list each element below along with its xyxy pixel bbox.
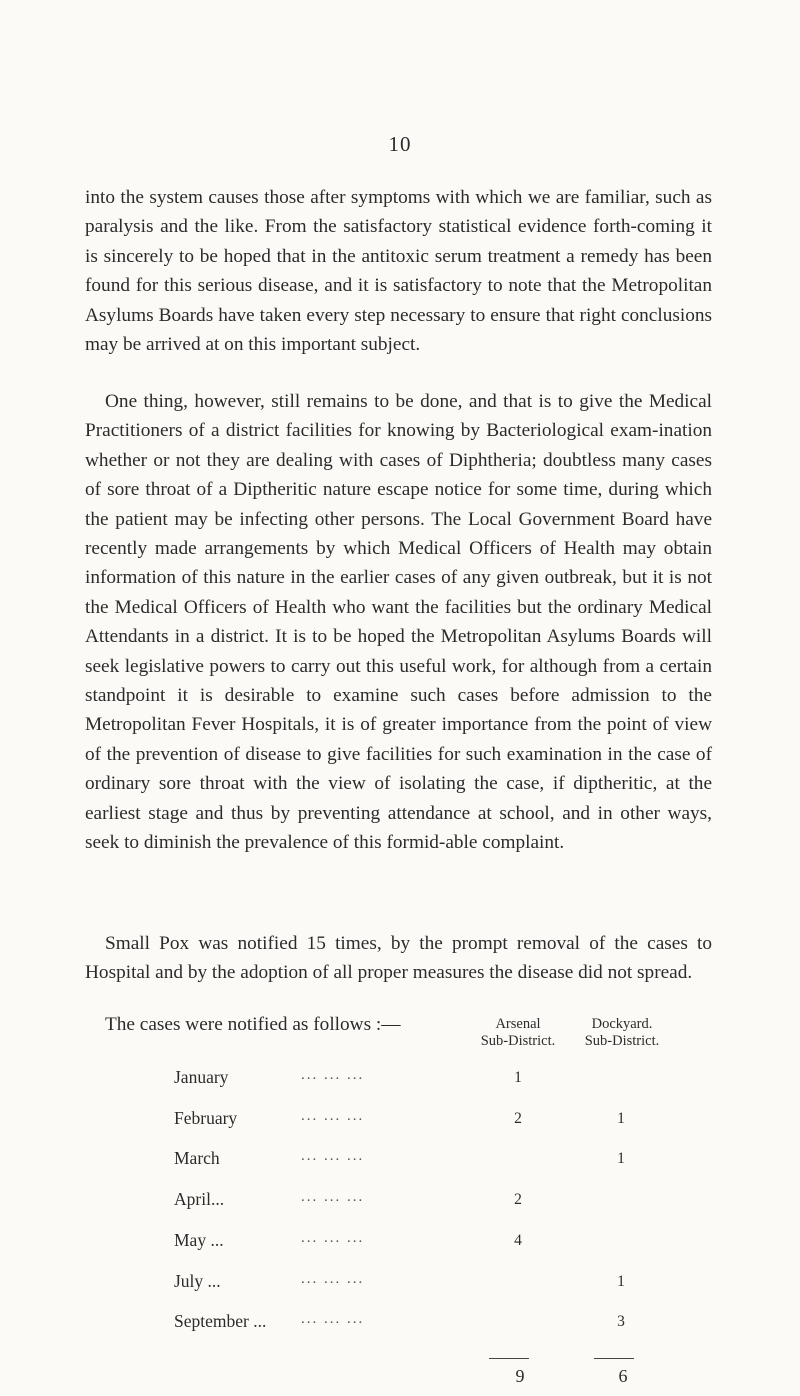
row-month: April... [174,1189,225,1209]
row-leader: ... ... ... [301,1067,365,1083]
row-dockyard-value: 1 [617,1110,625,1127]
row-month: February [174,1108,238,1128]
row-leader: ... ... ... [301,1108,365,1124]
row-leader: ... ... ... [301,1271,365,1287]
column-header-arsenal-line1: Arsenal [495,1016,541,1032]
column-header-dockyard-line2: Sub-District. [584,1033,660,1049]
column-header-arsenal [458,1016,578,1050]
row-month: September ... [174,1311,267,1331]
table-row [174,1230,674,1256]
table-row [174,1189,674,1215]
paragraph-1-text: into the system causes those after symptoms with which we are familiar, such as paralysis and the like. From the satisfactory statistical evidence forth-coming it is sincerely to be hoped that in the antitoxic serum treatment a remedy has been found for this serious disease, and it is satisfactory to note that the Metropolitan Asylums Boards have taken every step necessary to ensure that right conclusions may be arrived at on this important subject. [85,187,712,356]
table-row [174,1108,674,1134]
table-row [174,1067,674,1093]
row-leader: ... ... ... [301,1148,365,1164]
paragraph-continuation [85,183,712,359]
row-arsenal-value: 4 [514,1232,522,1249]
row-leader: ... ... ... [301,1230,365,1246]
row-dockyard-value: 3 [617,1313,625,1330]
paragraph-diphtheria-facilities [85,387,712,858]
paragraph-3-text: Small Pox was notified 15 times, by the prompt removal of the cases to Hospital and by the adoption of all proper measures the disease did not spread. [85,933,712,984]
row-leader: ... ... ... [301,1189,365,1205]
row-month: January [174,1067,229,1087]
row-month: July ... [174,1271,221,1291]
column-header-arsenal-line2: Sub-District. [480,1033,556,1049]
table-intro: The cases were notified as follows :— [105,1014,401,1035]
column-header-dockyard [572,1016,672,1050]
total-dockyard: 6 [618,1366,628,1386]
total-rule-dockyard [594,1358,634,1359]
paragraph-2-text: One thing, however, still remains to be done, and that is to give the Medical Practitioners of a district facilities for knowing by Bacteriological exam-ination whether or not they are dealing with cases of Diphtheria; doubtless many cases of sore throat of a Diptheritic nature escape notice for some time, during which the patient may be infecting other persons. The Local Government Board have recently made arrangements by which Medical Officers of Health may obtain information of this nature in the earlier cases of any given outbreak, but it is not the Medical Officers of Health who want the facilities but the ordinary Medical Attendants in a district. It is to be hoped the Metropolitan Asylums Boards will seek legislative powers to carry out this useful work, for although from a certain standpoint it is desirable to examine such cases before admission to the Metropolitan Fever Hospitals, it is of greater importance from the point of view of the prevention of disease to give facilities for such examination in the case of ordinary sore throat with the view of isolating the case, if diptheritic, at the earliest stage and thus by preventing attendance at school, and in other ways, seek to diminish the prevalence of this formid-able complaint. [85,391,712,854]
total-arsenal: 9 [515,1366,525,1386]
row-dockyard-value: 1 [617,1273,625,1290]
row-arsenal-value: 1 [514,1069,522,1086]
column-header-dockyard-line1: Dockyard. [591,1016,653,1032]
row-month: May ... [174,1230,224,1250]
page-number: 10 [388,132,412,156]
total-rule-arsenal [489,1358,529,1359]
table-row [174,1311,674,1337]
row-dockyard-value: 1 [617,1150,625,1167]
table-row [174,1148,674,1174]
row-leader: ... ... ... [301,1311,365,1327]
row-arsenal-value: 2 [514,1191,522,1208]
paragraph-small-pox [85,929,712,988]
table-row [174,1271,674,1297]
row-arsenal-value: 2 [514,1110,522,1127]
row-month: March [174,1148,220,1168]
